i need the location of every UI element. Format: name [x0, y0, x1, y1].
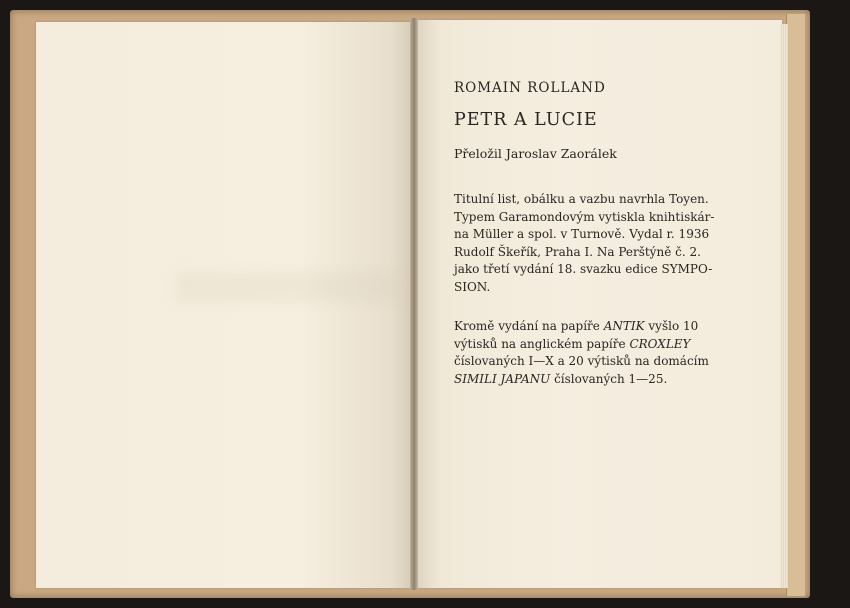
book-gutter [410, 18, 418, 590]
colophon-line: jako třetí vydání 18. svazku edice SYMPO- [454, 262, 713, 276]
edition-note-line [454, 371, 754, 389]
page-edges [780, 24, 788, 588]
edition-note-line: číslovaných I—X a 20 výtisků na domácím [454, 354, 709, 368]
show-through-text [176, 272, 396, 302]
edition-note-line [454, 336, 754, 354]
edition-note-paragraph [454, 318, 754, 388]
text-span: vyšlo 10 [644, 319, 699, 333]
colophon-paragraph [454, 191, 754, 296]
left-page-blank [36, 22, 412, 588]
paper-name-croxley: CROXLEY [629, 336, 691, 351]
cover-edge [786, 14, 805, 596]
translator-credit: Přeložil Jaroslav Zaorálek [454, 146, 617, 161]
book-title: PETR A LUCIE [454, 110, 598, 130]
colophon-text-block [454, 80, 754, 410]
colophon-line: Typem Garamondovým vytiskla knihtiskár- [454, 209, 715, 224]
text-span: číslovaných 1—25. [550, 371, 668, 386]
paper-name-antik: ANTIK [603, 319, 645, 333]
colophon-line: Titulní list, obálku a vazbu navrhla Toyen. [454, 192, 709, 206]
author-name: ROMAIN ROLLAND [454, 80, 606, 96]
edition-note-line [454, 318, 754, 336]
text-span: výtisků na anglickém papíře [454, 336, 630, 351]
colophon-line: Rudolf Škeřík, Praha I. Na Perštýně č. 2. [454, 244, 701, 259]
text-span: Kromě vydání na papíře [454, 319, 604, 333]
colophon-line: na Müller a spol. v Turnově. Vydal r. 1936 [454, 227, 710, 241]
colophon-line: SION. [454, 279, 491, 294]
paper-name-simili-japanu: SIMILI JAPANU [454, 371, 551, 386]
